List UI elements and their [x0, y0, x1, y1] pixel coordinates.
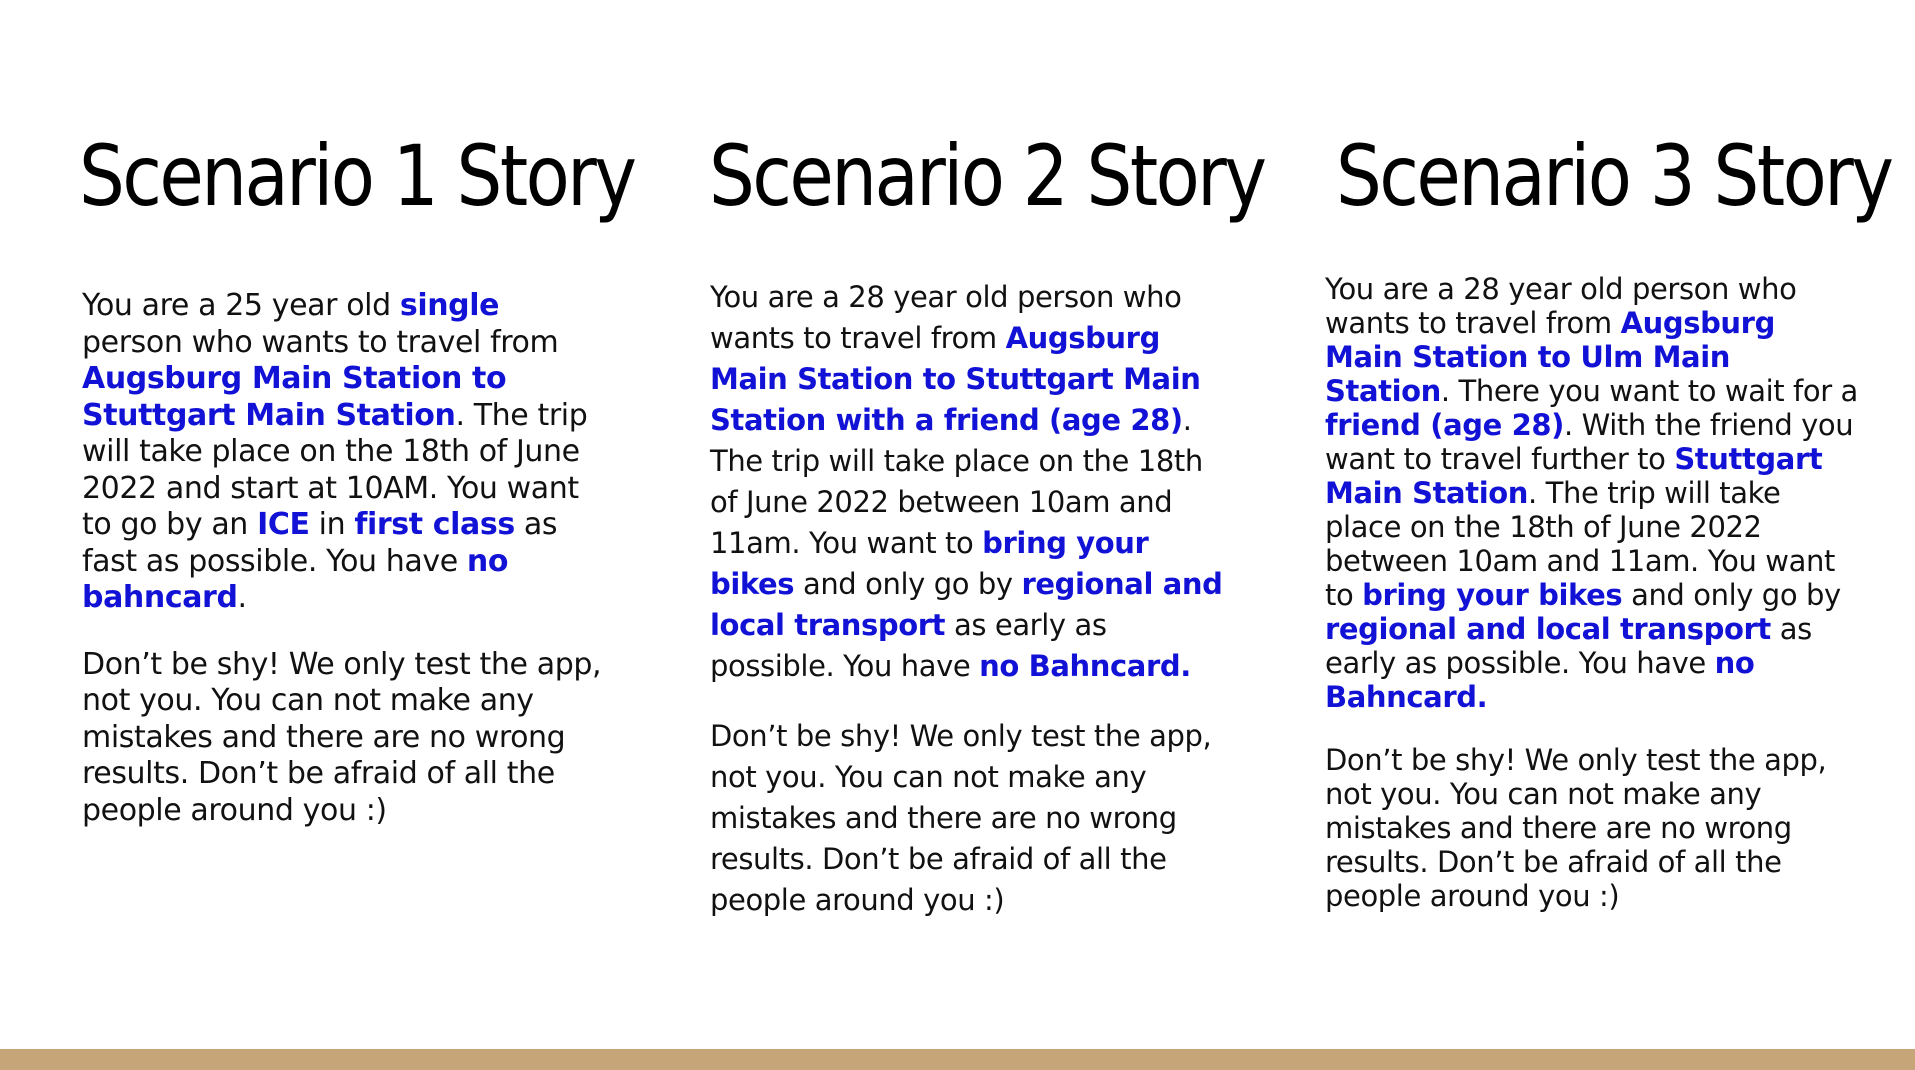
story-text: and only go by	[1622, 578, 1841, 612]
story-text: .	[237, 580, 247, 615]
story-text: . The trip will take place on the 18th of June 2022 between 10am and 11am. You want to	[1325, 476, 1835, 612]
highlight-bikes: bring your bikes	[710, 526, 1149, 601]
story-text: . There you want to wait for a	[1440, 374, 1858, 408]
highlight-friend: friend (age 28)	[1325, 408, 1564, 442]
highlight-bahncard: no Bahncard.	[1325, 646, 1755, 714]
story-text: in	[309, 507, 355, 542]
highlight-route: Augsburg Main Station to Stuttgart Main Station	[82, 361, 507, 433]
scenario-2-title: Scenario 2 Story	[709, 127, 1265, 225]
story-text: and only go by	[794, 567, 1022, 601]
story-text: . With the friend you want to travel further to	[1325, 408, 1854, 476]
paragraph-gap	[1325, 714, 1860, 743]
scenario-2-task-paragraph	[710, 277, 1230, 687]
scenario-1-reassurance-paragraph: Don’t be shy! We only test the app, not you. You can not make any mistakes and there are no wrong results. Don’t be afraid of all the people around you :)	[82, 646, 602, 828]
scenario-3-task-paragraph	[1325, 272, 1860, 714]
story-text: You are a 28 year old person who wants to travel from	[710, 280, 1182, 355]
story-text: as early as possible. You have	[710, 608, 1107, 683]
scenario-1-task-paragraph	[82, 288, 602, 617]
scenario-2-reassurance-paragraph: Don’t be shy! We only test the app, not you. You can not make any mistakes and there are no wrong results. Don’t be afraid of all the people around you :)	[710, 719, 1212, 917]
scenario-3-story	[1325, 272, 1860, 913]
story-text: You are a 25 year old	[82, 288, 400, 323]
highlight-destination: Stuttgart Main Station	[1325, 442, 1823, 510]
highlight-bikes: bring your bikes	[1362, 578, 1623, 612]
highlight-single: single	[399, 288, 500, 323]
highlight-train-type: ICE	[257, 507, 310, 542]
story-text: . The trip will take place on the 18th of June 2022 and start at 10AM. You want to go by an	[82, 397, 588, 542]
scenario-1-story	[82, 288, 602, 829]
highlight-route: Augsburg Main Station to Stuttgart Main Station with a friend (age 28)	[710, 321, 1201, 437]
highlight-transport: regional and local transport	[1325, 612, 1771, 646]
story-text: You are a 28 year old person who wants to travel from	[1325, 272, 1797, 340]
story-text: person who wants to travel from	[82, 324, 559, 360]
footer-bar	[0, 1049, 1915, 1070]
scenario-3-reassurance-paragraph: Don’t be shy! We only test the app, not you. You can not make any mistakes and there are no wrong results. Don’t be afraid of all the people around you :)	[1325, 743, 1827, 913]
scenario-3-title: Scenario 3 Story	[1336, 127, 1892, 225]
story-text: as early as possible. You have	[1325, 612, 1812, 680]
highlight-transport: regional and local transport	[710, 567, 1223, 642]
scenario-1-title: Scenario 1 Story	[79, 127, 635, 225]
paragraph-gap	[82, 617, 602, 647]
story-text: . The trip will take place on the 18th of June 2022 between 10am and 11am. You want to	[710, 403, 1203, 560]
paragraph-gap	[710, 687, 1230, 716]
scenario-2-story	[710, 277, 1230, 921]
highlight-bahncard: no Bahncard.	[979, 649, 1191, 683]
story-text: as fast as possible. You have	[82, 507, 558, 579]
highlight-class: first class	[354, 507, 515, 542]
highlight-route: Augsburg Main Station to Ulm Main Station	[1325, 306, 1775, 408]
highlight-bahncard: no bahncard	[82, 543, 509, 615]
